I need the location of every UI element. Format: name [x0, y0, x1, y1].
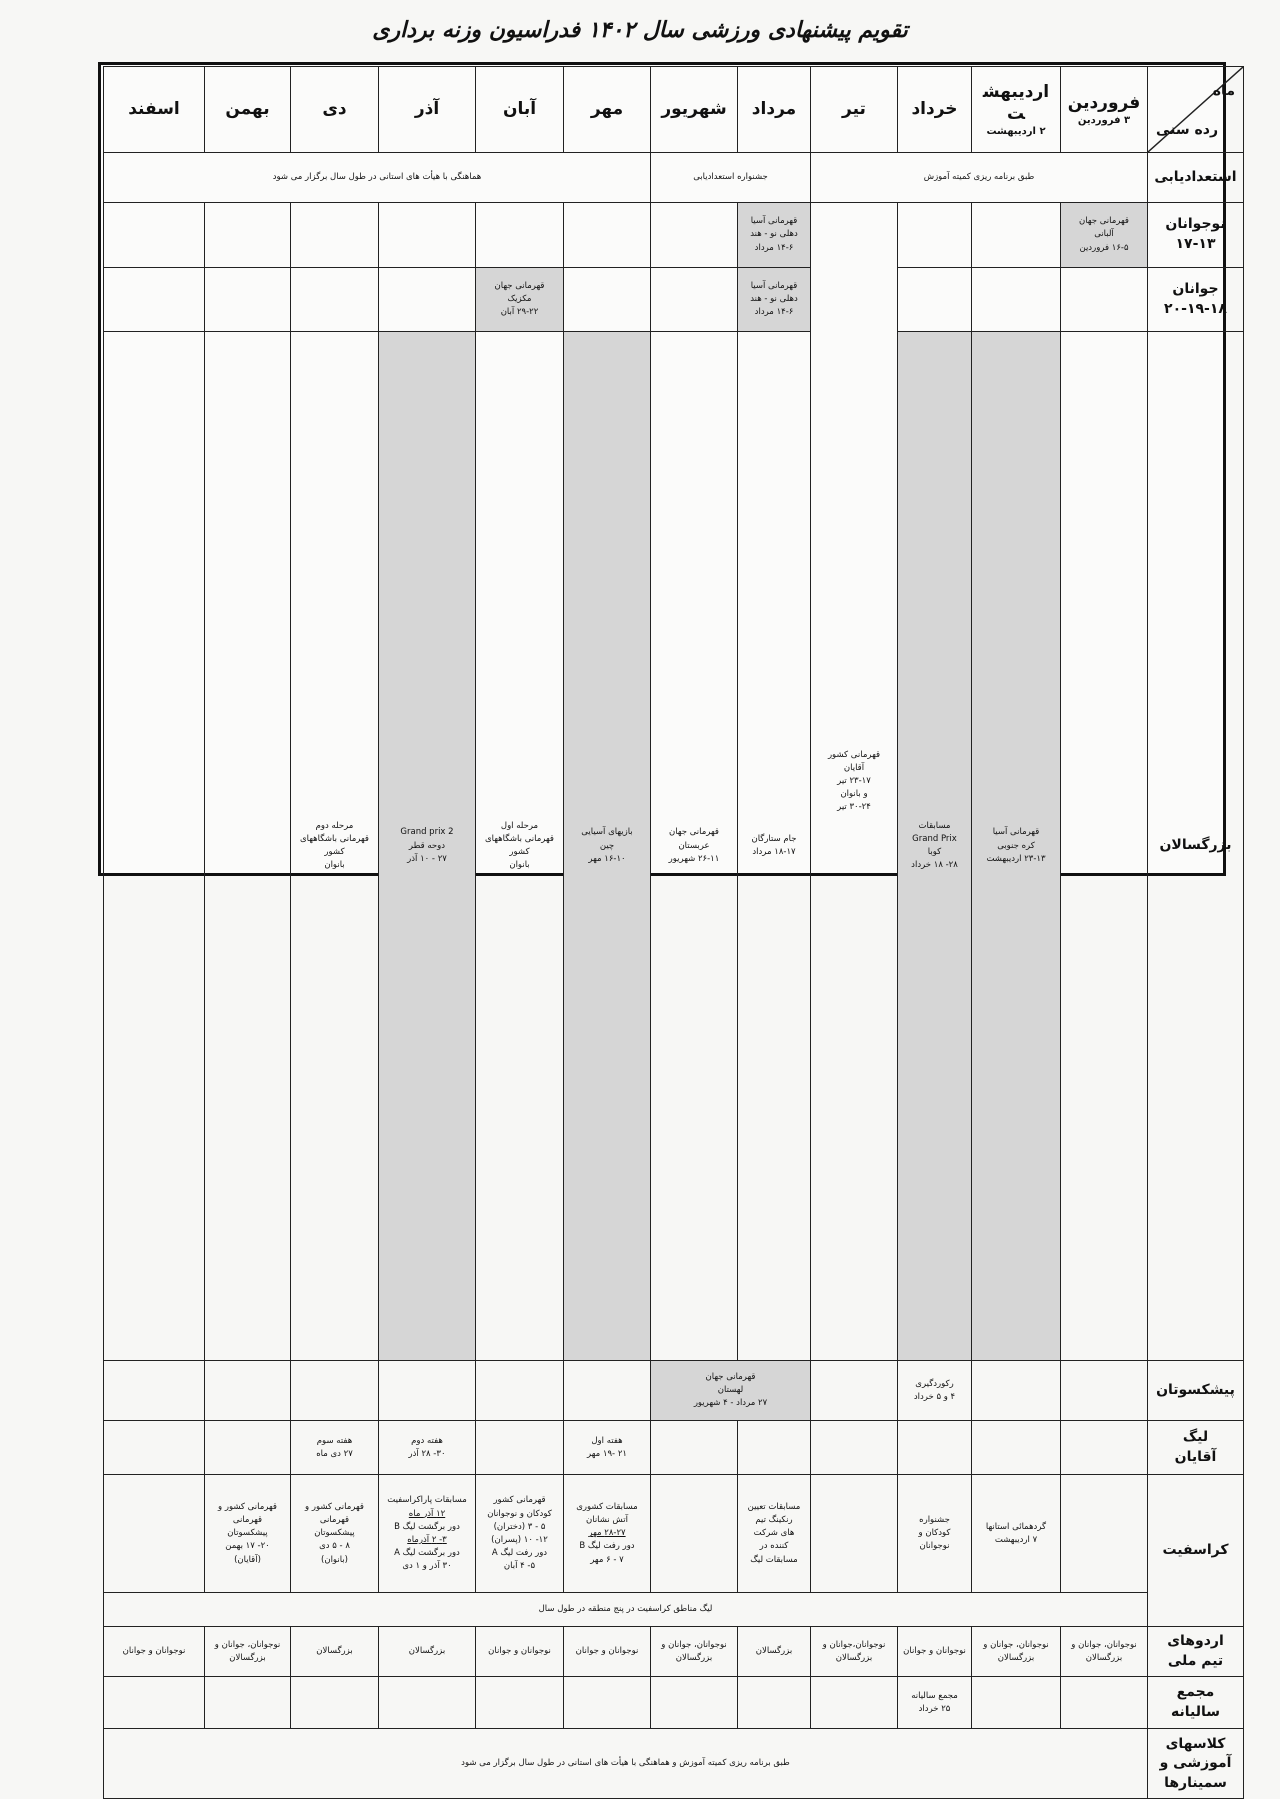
empty-cell	[1061, 1475, 1148, 1593]
empty-cell	[104, 203, 205, 268]
crossfit-aban-event: قهرمانی کشور کودکان و نوجوانان ۵ - ۳ (دختران) ۱۲- ۱۰ (پسران) دور رفت لیگ A ۵- ۴ آبان	[476, 1475, 564, 1593]
seniors-khordad-event: مسابقات Grand Prix کوبا ۲۸- ۱۸ خرداد	[898, 332, 972, 1361]
page-title: تقویم پیشنهادی ورزشی سال ۱۴۰۲ فدراسیون وزنه برداری	[372, 18, 908, 43]
crossfit-mehr-event: مسابقات کشوری آتش نشانان ۲۸-۲۷ مهر دور رفت لیگ B ۷ - ۶ مهر	[564, 1475, 651, 1593]
empty-cell	[972, 1421, 1061, 1475]
crossfit-khordad-event: جشنواره کودکان و نوجوانان	[898, 1475, 972, 1593]
seniors-ordibehesht-event: قهرمانی آسیا کره جنوبی ۲۳-۱۳ اردیبهشت	[972, 332, 1061, 1361]
empty-cell	[291, 268, 379, 332]
classes-note: طبق برنامه ریزی کمیته آموزش و هماهنگی با هیأت های استانی در طول سال برگزار می شود	[104, 1729, 1148, 1799]
empty-cell	[811, 1421, 898, 1475]
month-header-shahrivar: شهریور	[651, 67, 738, 153]
empty-cell	[104, 1475, 205, 1593]
corner-age-label: رده سنی	[1156, 122, 1219, 139]
camps-tir: نوجوانان،جوانان و بزرگسالان	[811, 1627, 898, 1677]
seniors-azar-event: Grand prix 2 دوحه قطر ۲۷ - ۱۰ آذر	[379, 332, 476, 1361]
empty-cell	[651, 203, 738, 268]
crossfit-mordad-event: مسابقات تعیین رنکینگ تیم های شرکت کننده در مسابقات لیگ	[738, 1475, 811, 1593]
camps-esfand: نوجوانان و جوانان	[104, 1627, 205, 1677]
empty-cell	[205, 1421, 291, 1475]
empty-cell	[738, 1421, 811, 1475]
seniors-dey-event: مرحله دوم قهرمانی باشگاههای کشور بانوان	[291, 332, 379, 1361]
empty-cell	[1061, 1361, 1148, 1421]
camps-ordibehesht: نوجوانان، جوانان و بزرگسالان	[972, 1627, 1061, 1677]
row-label-classes: کلاسهای آموزشی و سمینارها	[1148, 1729, 1244, 1799]
empty-cell	[379, 1361, 476, 1421]
empty-cell	[476, 1677, 564, 1729]
calendar-table	[103, 66, 1244, 1799]
empty-cell	[972, 203, 1061, 268]
month-header-esfand: اسفند	[104, 67, 205, 153]
camps-bahman: نوجوانان، جوانان و بزرگسالان	[205, 1627, 291, 1677]
empty-cell	[379, 203, 476, 268]
empty-cell	[205, 1677, 291, 1729]
month-header-row	[104, 67, 1244, 153]
empty-cell	[811, 1361, 898, 1421]
empty-cell	[564, 1677, 651, 1729]
camps-azar: بزرگسالان	[379, 1627, 476, 1677]
crossfit-bahman-event: قهرمانی کشور و قهرمانی پیشکسوتان ۲۰- ۱۷ بهمن (آقایان)	[205, 1475, 291, 1593]
row-classes	[104, 1729, 1244, 1799]
empty-cell	[476, 1421, 564, 1475]
row-league	[104, 1421, 1244, 1475]
empty-cell	[379, 1677, 476, 1729]
crossfit-league-note: لیگ مناطق کراسفیت در پنج منطقه در طول سال	[104, 1593, 1148, 1627]
veterans-khordad-event: رکوردگیری ۴ و ۵ خرداد	[898, 1361, 972, 1421]
empty-cell	[1061, 332, 1148, 1361]
row-label-teens: نوجوانان ۱۷-۱۳	[1148, 203, 1244, 268]
row-juniors	[104, 268, 1244, 332]
league-mehr-event: هفته اول ۲۱ -۱۹ مهر	[564, 1421, 651, 1475]
camps-shahrivar: نوجوانان، جوانان و بزرگسالان	[651, 1627, 738, 1677]
month-header-farvardin: فروردین ۳ فروردین	[1061, 67, 1148, 153]
month-header-bahman: بهمن	[205, 67, 291, 153]
empty-cell	[379, 268, 476, 332]
empty-cell	[104, 1361, 205, 1421]
row-crossfit	[104, 1475, 1244, 1593]
month-header-khordad: خرداد	[898, 67, 972, 153]
row-crossfit-league	[104, 1593, 1244, 1627]
row-label-seniors: بزرگسالان	[1148, 332, 1244, 1361]
row-label-crossfit: کراسفیت	[1148, 1475, 1244, 1627]
juniors-mordad-event: قهرمانی آسیا دهلی نو - هند ۱۴-۶ مرداد	[738, 268, 811, 332]
empty-cell	[564, 268, 651, 332]
teens-mordad-event: قهرمانی آسیا دهلی نو - هند ۱۴-۶ مرداد	[738, 203, 811, 268]
row-label-assembly: مجمع سالیانه	[1148, 1677, 1244, 1729]
empty-cell	[972, 268, 1061, 332]
empty-cell	[811, 1677, 898, 1729]
row-label-juniors: جوانان ۲۰-۱۹-۱۸	[1148, 268, 1244, 332]
crossfit-azar-event: مسابقات پاراکراسفیت ۱۲ آذر ماه دور برگشت لیگ B ۳- ۲ آذرماه دور برگشت لیگ A ۳۰ آذر و ۱ دی	[379, 1475, 476, 1593]
empty-cell	[104, 1677, 205, 1729]
month-header-azar: آذر	[379, 67, 476, 153]
talent-festival-cell: جشنواره استعدادیابی	[651, 153, 811, 203]
seniors-shahrivar-event: قهرمانی جهان عربستان ۲۶-۱۱ شهریور	[651, 332, 738, 1361]
month-sub-farvardin: ۳ فروردین	[1077, 115, 1131, 127]
corner-cell	[1148, 67, 1244, 153]
teens-juniors-tir-event: قهرمانی کشور آقایان ۲۳-۱۷ تیر و بانوان ۳۰-۲۴ تیر	[811, 203, 898, 1361]
empty-cell	[1061, 1421, 1148, 1475]
empty-cell	[104, 1421, 205, 1475]
row-label-talent: استعدادیابی	[1148, 153, 1244, 203]
empty-cell	[651, 1677, 738, 1729]
crossfit-ordibehesht-event: گردهمائی استانها ۷ اردیبهشت	[972, 1475, 1061, 1593]
veterans-mordad-shahrivar-event: قهرمانی جهان لهستان ۲۷ مرداد - ۴ شهریور	[651, 1361, 811, 1421]
camps-aban: نوجوانان و جوانان	[476, 1627, 564, 1677]
empty-cell	[972, 1361, 1061, 1421]
empty-cell	[291, 1677, 379, 1729]
month-header-mehr: مهر	[564, 67, 651, 153]
empty-cell	[205, 1361, 291, 1421]
camps-dey: بزرگسالان	[291, 1627, 379, 1677]
row-veterans	[104, 1361, 1244, 1421]
empty-cell	[205, 203, 291, 268]
empty-cell	[738, 1677, 811, 1729]
row-seniors	[104, 332, 1244, 1361]
empty-cell	[651, 268, 738, 332]
row-talent	[104, 153, 1244, 203]
empty-cell	[811, 1475, 898, 1593]
camps-khordad: نوجوانان و جوانان	[898, 1627, 972, 1677]
empty-cell	[104, 268, 205, 332]
talent-training-cell: طبق برنامه ریزی کمیته آموزش	[811, 153, 1148, 203]
empty-cell	[476, 1361, 564, 1421]
empty-cell	[651, 1421, 738, 1475]
empty-cell	[972, 1677, 1061, 1729]
month-header-ordibehesht: اردیبهشت ۲ اردیبهشت	[972, 67, 1061, 153]
empty-cell	[564, 1361, 651, 1421]
empty-cell	[291, 203, 379, 268]
empty-cell	[898, 1421, 972, 1475]
league-dey-event: هفته سوم ۲۷ دی ماه	[291, 1421, 379, 1475]
camps-farvardin: نوجوانان، جوانان و بزرگسالان	[1061, 1627, 1148, 1677]
empty-cell	[651, 1475, 738, 1593]
month-header-tir: تیر	[811, 67, 898, 153]
empty-cell	[205, 332, 291, 1361]
empty-cell	[205, 268, 291, 332]
month-header-aban: آبان	[476, 67, 564, 153]
month-sub-ordibehesht: ۲ اردیبهشت	[986, 126, 1046, 138]
row-assembly	[104, 1677, 1244, 1729]
empty-cell	[476, 203, 564, 268]
row-label-league: لیگ آقایان	[1148, 1421, 1244, 1475]
seniors-aban-event: مرحله اول قهرمانی باشگاههای کشور بانوان	[476, 332, 564, 1361]
empty-cell	[1061, 268, 1148, 332]
juniors-aban-event: قهرمانی جهان مکزیک ۲۹-۲۲ آبان	[476, 268, 564, 332]
row-teens	[104, 203, 1244, 268]
talent-provincial-cell: هماهنگی با هیأت های استانی در طول سال برگزار می شود	[104, 153, 651, 203]
camps-mehr: نوجوانان و جوانان	[564, 1627, 651, 1677]
empty-cell	[1061, 1677, 1148, 1729]
row-camps	[104, 1627, 1244, 1677]
league-azar-event: هفته دوم ۳۰- ۲۸ آذر	[379, 1421, 476, 1475]
row-label-camps: اردوهای تیم ملی	[1148, 1627, 1244, 1677]
crossfit-dey-event: قهرمانی کشور و قهرمانی پیشکسوتان ۸ - ۵ دی (بانوان)	[291, 1475, 379, 1593]
row-label-veterans: پیشکسوتان	[1148, 1361, 1244, 1421]
empty-cell	[291, 1361, 379, 1421]
camps-mordad: بزرگسالان	[738, 1627, 811, 1677]
corner-month-label: ماه	[1212, 83, 1235, 99]
seniors-mordad-event: جام ستارگان ۱۸-۱۷ مرداد	[738, 332, 811, 1361]
month-header-dey: دی	[291, 67, 379, 153]
month-header-mordad: مرداد	[738, 67, 811, 153]
teens-farvardin-event: قهرمانی جهان آلبانی ۱۶-۵ فروردین	[1061, 203, 1148, 268]
empty-cell	[564, 203, 651, 268]
assembly-khordad-event: مجمع سالیانه ۲۵ خرداد	[898, 1677, 972, 1729]
empty-cell	[898, 268, 972, 332]
empty-cell	[898, 203, 972, 268]
empty-cell	[104, 332, 205, 1361]
seniors-mehr-event: بازیهای آسیایی چین ۱۶-۱۰ مهر	[564, 332, 651, 1361]
